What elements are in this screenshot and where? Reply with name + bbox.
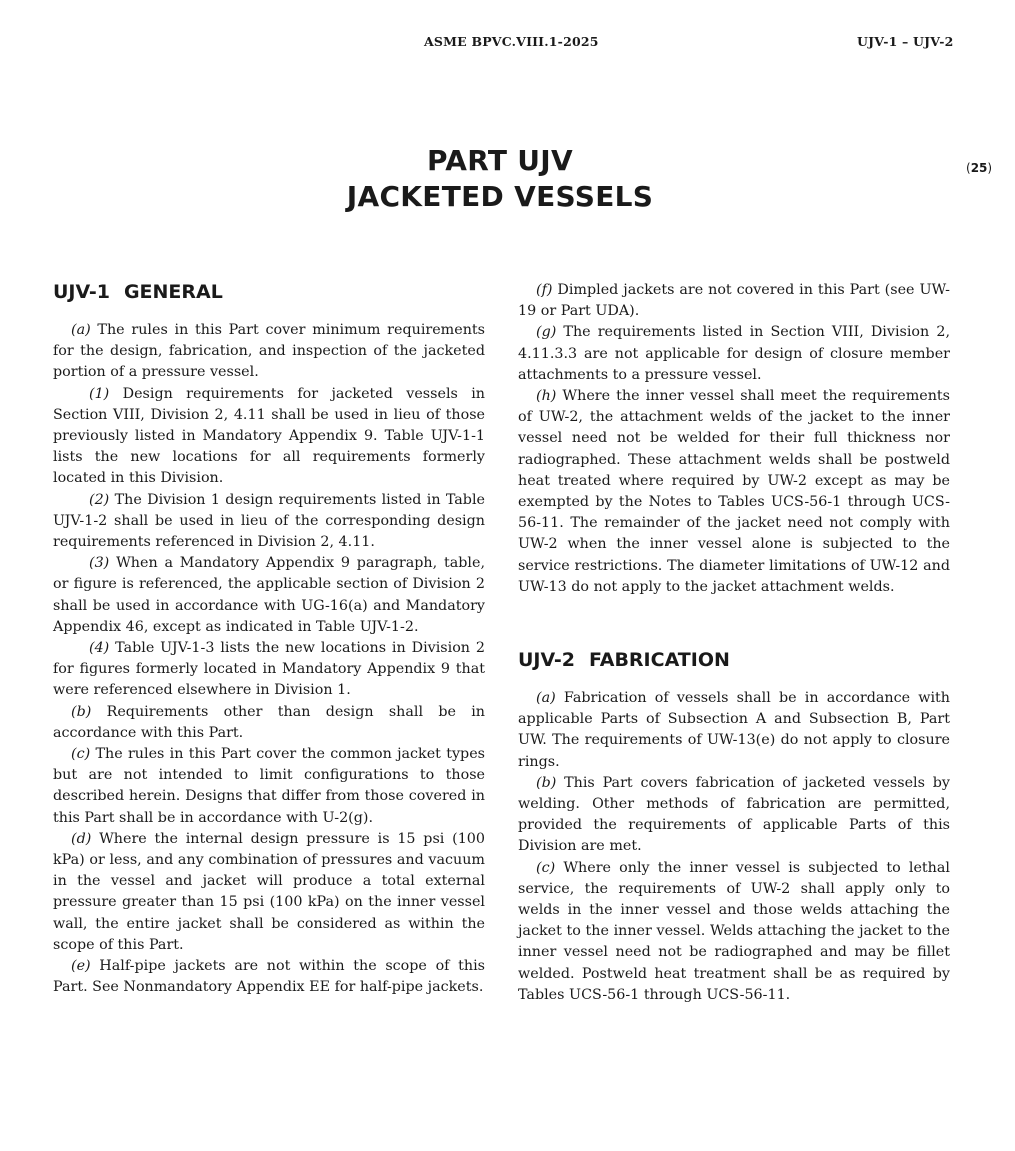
paragraph-text: Requirements other than design shall be in accordance with this Part. (53, 703, 485, 741)
part-title-line1: PART UJV (427, 144, 573, 177)
page-number: (25) (966, 161, 993, 175)
section-title: GENERAL (123, 281, 223, 303)
paragraph-a2 (53, 490, 485, 554)
section-number: UJV-1 (53, 281, 110, 303)
paragraph-c (53, 744, 485, 829)
paragraph-c (518, 858, 950, 1006)
paragraph-b (53, 702, 485, 744)
paragraph-label: (3) (89, 555, 110, 572)
paragraph-text: Fabrication of vessels shall be in accordance with applicable Parts of Subsection A and Subsection B, Part UW. The requirements of UW-13(e) do not apply to closure rings. (518, 690, 950, 770)
paragraph-text: When a Mandatory Appendix 9 paragraph, table, or figure is referenced, the applicable section of Division 2 shall be used in accordance with UG-16(a) and Mandatory Appendix 46, except as indicated in Table UJV-1-2. (53, 555, 485, 635)
paragraph-label: (c) (536, 859, 556, 876)
paragraph-b (518, 773, 950, 858)
section-number: UJV-2 (518, 649, 575, 672)
paragraph-text: Where the inner vessel shall meet the requirements of UW-2, the attachment welds of the jacket to the inner vessel need not be welded for their full thickness nor radiographed. These attachment welds shall be postweld heat treated where required by UW-2 except as may be exempted by the Notes to Tables UCS-56-1 through UCS-56-11. The remainder of the jacket need not comply with UW-2 when the inner vessel alone is subjected to the service restrictions. The diameter limitations of UW-12 and UW-13 do not apply to the jacket attachment welds. (518, 388, 950, 595)
paragraph-label: (e) (71, 958, 91, 975)
right-column (518, 280, 950, 1006)
paragraph-text: The requirements listed in Section VIII, Division 2, 4.11.3.3 are not applicable for design of closure member attachments to a pressure vessel. (518, 324, 950, 383)
paragraph-e (53, 956, 485, 998)
section-heading-ujv2 (518, 648, 950, 672)
section-heading-ujv1 (53, 280, 485, 304)
paragraph-f (518, 280, 950, 322)
paragraph-label: (b) (536, 774, 557, 791)
paragraph-g (518, 322, 950, 386)
paragraph-text: Table UJV-1-3 lists the new locations in Division 2 for figures formerly located in Mandatory Appendix 9 that were referenced elsewhere in Division 1. (53, 640, 485, 699)
paragraph-label: (g) (536, 324, 557, 341)
paragraph-label: (4) (89, 640, 110, 657)
paragraph-label: (1) (89, 385, 110, 402)
paragraph-label: (2) (89, 491, 110, 508)
paragraph-text: The Division 1 design requirements listed in Table UJV-1-2 shall be used in lieu of the corresponding design requirements referenced in Division 2, 4.11. (53, 491, 485, 551)
paragraph-text: The rules in this Part cover minimum requirements for the design, fabrication, and inspection of the jacketed portion of a pressure vessel. (53, 322, 485, 381)
paragraph-label: (h) (536, 388, 557, 405)
running-header-right: UJV-1 – UJV-2 (857, 34, 954, 49)
paragraph-d (53, 829, 485, 956)
paragraph-a4 (53, 638, 485, 702)
section-title: FABRICATION (588, 649, 730, 672)
paragraph-label: (d) (71, 830, 92, 847)
page-number-value: 25 (970, 161, 988, 175)
section-spacer (518, 598, 950, 648)
paragraph-label: (c) (71, 746, 91, 763)
left-column (53, 280, 485, 999)
paragraph-a (518, 688, 950, 773)
paragraph-text: Design requirements for jacketed vessels in Section VIII, Division 2, 4.11 shall be used in lieu of those previously listed in Mandatory Appendix 9. Table UJV-1-1 lists the new locations for all requirements formerly located in this Division. (53, 385, 485, 487)
paragraph-label: (f) (536, 282, 553, 298)
paragraph-label: (b) (71, 703, 92, 720)
paragraph-text: Dimpled jackets are not covered in this Part (see UW-19 or Part UDA). (518, 282, 950, 320)
paragraph-a (53, 320, 485, 384)
paragraph-h (518, 386, 950, 598)
paragraph-text: Where only the inner vessel is subjected to lethal service, the requirements of UW-2 shall apply only to welds in the inner vessel and those welds attaching the jacket to the inner vessel. Welds attaching the jacket to the inner vessel need not be radiographed and may be fillet welded. Postweld heat treatment shall be as required by Tables UCS-56-1 through UCS-56-11. (518, 859, 950, 1003)
paragraph-text: The rules in this Part cover the common jacket types but are not intended to limit configurations to those described herein. Designs that differ from those covered in this Part shall be in accordance with U-2(g). (53, 746, 485, 826)
paragraph-a1 (53, 384, 485, 490)
paragraph-a3 (53, 553, 485, 638)
paragraph-text: Half-pipe jackets are not within the scope of this Part. See Nonmandatory Appendix EE for half-pipe jackets. (53, 958, 485, 996)
paragraph-label: (a) (71, 322, 91, 338)
part-title (0, 143, 1000, 215)
paragraph-label: (a) (536, 690, 556, 707)
paragraph-text: Where the internal design pressure is 15 psi (100 kPa) or less, and any combination of pressures and vacuum in the vessel and jacket will produce a total external pressure greater than 15 psi (100 kPa) on the inner vessel wall, the entire jacket shall be considered as within the scope of this Part. (53, 830, 485, 953)
running-header-left: ASME BPVC.VIII.1-2025 (424, 34, 599, 49)
part-title-line2: JACKETED VESSELS (346, 180, 654, 213)
paragraph-text: This Part covers fabrication of jacketed vessels by welding. Other methods of fabrication are permitted, provided the requirements of applicable Parts of this Division are met. (518, 774, 950, 855)
